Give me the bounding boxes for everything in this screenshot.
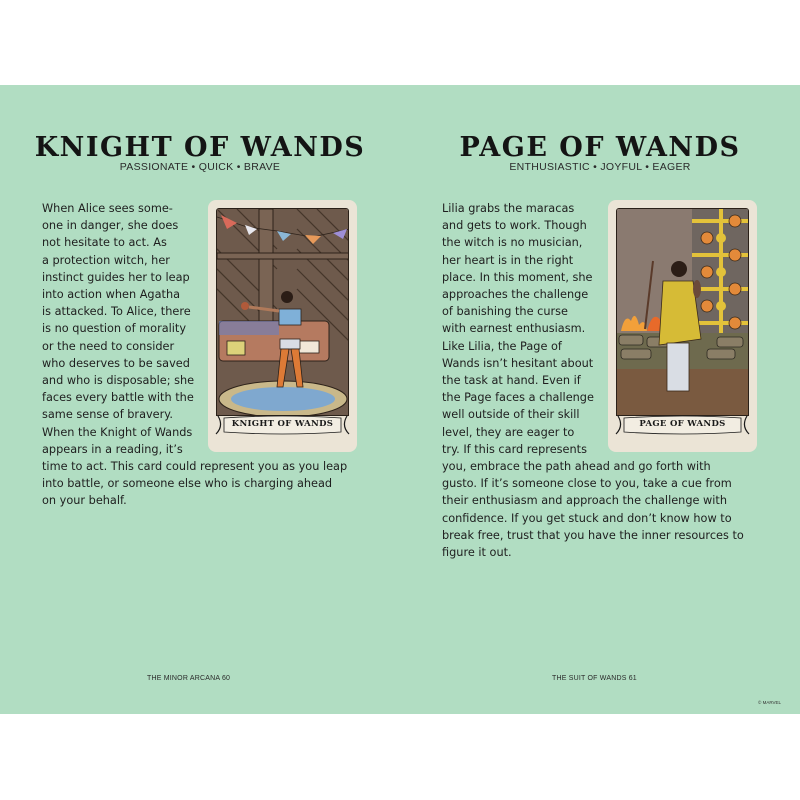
page-footer: THE SUIT OF WANDS 61 <box>552 675 637 682</box>
text-line: Wands isn’t hesitant about <box>442 356 594 370</box>
page-footer: THE MINOR ARCANA 60 <box>147 675 231 682</box>
page-title: PAGE OF WANDS <box>459 132 741 163</box>
text-line: the witch is no musician, <box>442 236 583 250</box>
tarot-card-page-of-wands <box>608 200 757 452</box>
text-line: into action when Agatha <box>42 288 181 302</box>
page-title: KNIGHT OF WANDS <box>34 132 366 163</box>
text-line: approaches the challenge <box>442 288 589 302</box>
card-banner <box>212 412 353 438</box>
copyright-notice: © MARVEL <box>758 700 781 705</box>
text-line: gusto. If it’s someone close to you, take a cue from <box>442 477 732 491</box>
text-line: appears in a reading, it’s <box>42 442 183 456</box>
text-line: one in danger, she does <box>42 219 179 233</box>
text-line: into battle, or someone else who is charging ahead <box>42 477 333 491</box>
text-line: the task at hand. Even if <box>442 374 581 388</box>
card-illustration <box>616 208 749 416</box>
card-label: KNIGHT OF WANDS <box>231 419 334 429</box>
text-line: a protection witch, her <box>42 253 170 267</box>
text-line: When the Knight of Wands <box>42 425 193 439</box>
text-line: faces every battle with the <box>42 391 194 405</box>
card-illustration <box>216 208 349 416</box>
text-line: place. In this moment, she <box>442 270 593 284</box>
text-line: figure it out. <box>442 546 512 560</box>
text-line: and who is disposable; she <box>42 374 195 388</box>
card-label: PAGE OF WANDS <box>639 419 726 429</box>
text-line: time to act. This card could represent you as you leap <box>42 460 348 474</box>
card-keywords: PASSIONATE • QUICK • BRAVE <box>119 161 281 173</box>
text-line: her heart is in the right <box>442 253 574 267</box>
left-page <box>0 85 400 714</box>
card-keywords: ENTHUSIASTIC • JOYFUL • EAGER <box>509 161 691 173</box>
text-line: you, embrace the path ahead and go forth with <box>442 460 711 474</box>
text-line: with earnest enthusiasm. <box>442 322 586 336</box>
text-line: who deserves to be saved <box>42 356 190 370</box>
text-line: is attacked. To Alice, there <box>42 305 191 319</box>
text-line: well outside of their skill <box>442 408 580 422</box>
text-line: confidence. If you get stuck and don’t know how to <box>442 511 732 525</box>
text-line: is no question of morality <box>42 322 187 336</box>
tarot-card-knight-of-wands <box>208 200 357 452</box>
text-line: try. If this card represents <box>442 442 587 456</box>
card-banner <box>612 412 753 438</box>
book-spread <box>0 85 800 714</box>
text-line: Like Lilia, the Page of <box>442 339 562 353</box>
text-line: instinct guides her to leap <box>42 270 190 284</box>
text-line: the Page faces a challenge <box>442 391 594 405</box>
text-line: Lilia grabs the maracas <box>442 202 575 215</box>
text-line: their enthusiasm and approach the challenge with <box>442 494 727 508</box>
text-line: and gets to work. Though <box>442 219 587 233</box>
text-line: When Alice sees some- <box>42 202 173 215</box>
text-line: same sense of bravery. <box>42 408 173 422</box>
text-line: break free, trust that you have the inner resources to <box>442 528 744 542</box>
text-line: of banishing the curse <box>442 305 568 319</box>
text-line: or the need to consider <box>42 339 175 353</box>
text-line: level, they are eager to <box>442 425 575 439</box>
right-page <box>400 85 800 714</box>
text-line: not hesitate to act. As <box>42 236 167 250</box>
text-line: on your behalf. <box>42 494 127 508</box>
